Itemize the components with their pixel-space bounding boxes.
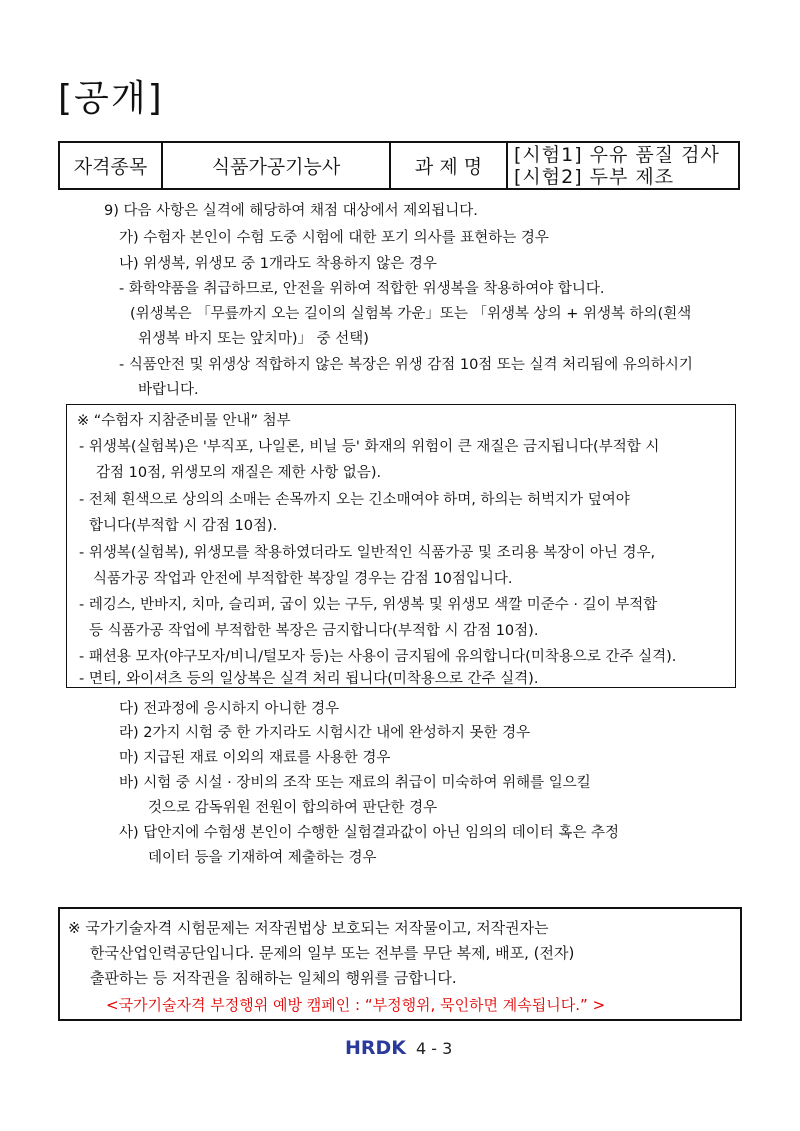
task-name-label: 과 제 명	[390, 142, 507, 189]
item-9-b-note-3: 위생복 바지 또는 앞치마)」 중 선택)	[138, 331, 369, 347]
item-9-b-note-2: (위생복은 「무릎까지 오는 길이의 실험복 가운」또는 「위생복 상의 + 위생복 하의(흰색	[130, 306, 692, 322]
notice-line: - 전체 흰색으로 상의의 소매는 손목까지 오는 긴소매여야 하며, 하의는 허벅지가 덮여야	[79, 492, 630, 508]
qualification-label: 자격종목	[59, 142, 162, 189]
notice-line: - 레깅스, 반바지, 치마, 슬리퍼, 굽이 있는 구두, 위생복 및 위생모 색깔 미준수 · 길이 부적합	[79, 597, 658, 613]
notice-line: 합니다(부적합 시 감점 10점).	[89, 518, 278, 534]
item-9-g: 사) 답안지에 수험생 본인이 수행한 실험결과값이 아닌 임의의 데이터 혹은 추정	[119, 825, 619, 841]
item-9-d: 라) 2가지 시험 중 한 가지라도 시험시간 내에 완성하지 못한 경우	[119, 725, 531, 741]
notice-line: 식품가공 작업과 안전에 부적합한 복장일 경우는 감점 10점입니다.	[93, 571, 513, 587]
item-9-b-note-5: 바랍니다.	[138, 382, 199, 398]
notice-line: - 패션용 모자(야구모자/비니/털모자 등)는 사용이 금지됨에 유의합니다(미착용으로 간주 실격).	[79, 649, 677, 665]
notice-line: 등 식품가공 작업에 부적합한 복장은 금지합니다(부적합 시 감점 10점).	[89, 623, 539, 639]
item-9-f: 바) 시험 중 시설 · 장비의 조작 또는 재료의 취급이 미숙하여 위해를 일으킬	[119, 775, 591, 791]
task-name-value	[507, 142, 739, 189]
hrdk-logo: HRDK	[345, 1037, 407, 1059]
disclosure-label: [공개]	[58, 78, 164, 119]
test-2: [시험2] 두부 제조	[514, 165, 675, 188]
copyright-line-3: 출판하는 등 저작권을 침해하는 일체의 행위를 금합니다.	[90, 969, 457, 987]
item-9-e: 마) 지급된 재료 이외의 재료를 사용한 경우	[119, 750, 391, 766]
copyright-line-1: ※ 국가기술자격 시험문제는 저작권법상 보호되는 저작물이고, 저작권자는	[68, 919, 549, 937]
item-9-c: 다) 전과정에 응시하지 아니한 경우	[119, 701, 340, 717]
item-9-b-note-1: - 화학약품을 취급하므로, 안전을 위하여 적합한 위생복을 착용하여야 합니다.	[119, 281, 605, 297]
copyright-line-2: 한국산업인력공단입니다. 문제의 일부 또는 전부를 무단 복제, 배포, (전자)	[90, 944, 575, 962]
exam-info-table	[58, 141, 740, 190]
item-9-g-cont: 데이터 등을 기재하여 제출하는 경우	[148, 850, 377, 866]
notice-title: ※ “수험자 지참준비물 안내” 첨부	[77, 413, 291, 429]
item-9-a: 가) 수험자 본인이 수험 도중 시험에 대한 포기 의사를 표현하는 경우	[119, 230, 549, 246]
notice-line: - 면티, 와이셔츠 등의 일상복은 실격 처리 됩니다(미착용으로 간주 실격).	[79, 671, 539, 687]
page-number: 4 - 3	[416, 1038, 453, 1058]
item-9-b-note-4: - 식품안전 및 위생상 적합하지 않은 복장은 위생 감점 10점 또는 실격 처리됨에 유의하시기	[119, 357, 693, 373]
test-1: [시험1] 우유 품질 검사	[514, 143, 720, 166]
page-footer	[345, 1037, 452, 1059]
anti-cheating-campaign: <국가기술자격 부정행위 예방 캠페인 : “부정행위, 묵인하면 계속됩니다.” >	[106, 996, 606, 1014]
item-9-b: 나) 위생복, 위생모 중 1개라도 착용하지 않은 경우	[119, 256, 437, 272]
preparation-notice-box	[66, 404, 736, 688]
notice-line: - 위생복(실험복), 위생모를 착용하였더라도 일반적인 식품가공 및 조리용 복장이 아닌 경우,	[79, 545, 656, 561]
item-9-f-cont: 것으로 감독위원 전원이 합의하여 판단한 경우	[148, 800, 438, 816]
notice-line: 감점 10점, 위생모의 재질은 제한 사항 없음).	[96, 465, 382, 481]
notice-line: - 위생복(실험복)은 '부직포, 나일론, 비닐 등' 화재의 위험이 큰 재질은 금지됩니다(부적합 시	[79, 439, 660, 455]
item-9-title: 9) 다음 사항은 실격에 해당하여 채점 대상에서 제외됩니다.	[104, 203, 478, 219]
qualification-value: 식품가공기능사	[162, 142, 390, 189]
copyright-notice-box	[58, 907, 742, 1021]
